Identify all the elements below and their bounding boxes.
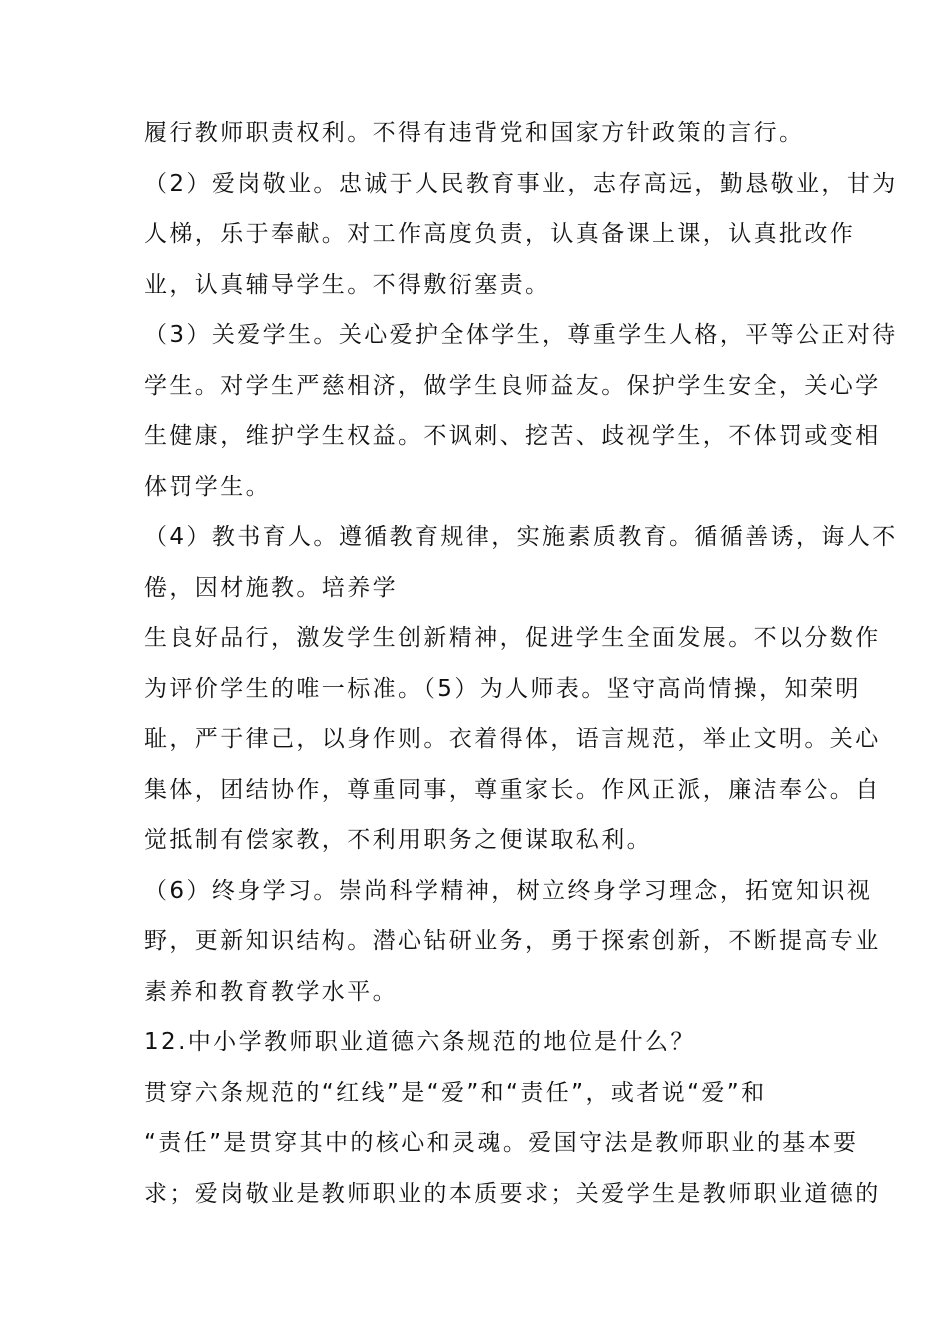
text-line: 觉抵制有偿家教，不利用职务之便谋取私利。 xyxy=(144,827,652,853)
text-line: 学生。对学生严慈相济，做学生良师益友。保护学生安全，关心学 xyxy=(144,372,881,399)
text-line: 集体，团结协作，尊重同事，尊重家长。作风正派，廉洁奉公。自 xyxy=(144,776,881,803)
text-line: 体罚学生。 xyxy=(144,473,271,500)
text-line: 履行教师职责权利。不得有违背党和国家方针政策的言行。 xyxy=(144,120,805,146)
text-line: （4）教书育人。遵循教育规律，实施素质教育。循循善诱，诲人不 xyxy=(144,524,898,550)
text-line: （6）终身学习。崇尚科学精神，树立终身学习理念，拓宽知识视 xyxy=(144,877,873,904)
text-line: 生良好品行，激发学生创新精神，促进学生全面发展。不以分数作 xyxy=(144,625,881,651)
text-line: 贯穿六条规范的“红线”是“爱”和“责任”，或者说“爱”和 xyxy=(144,1079,767,1106)
text-line: 素养和教育教学水平。 xyxy=(144,978,398,1005)
text-line: 野，更新知识结构。潜心钻研业务，勇于探索创新，不断提高专业 xyxy=(144,928,881,954)
question-heading: 12.中小学教师职业道德六条规范的地位是什么？ xyxy=(144,1029,696,1055)
body-text xyxy=(144,108,898,1219)
text-line: 耻，严于律己，以身作则。衣着得体，语言规范，举止文明。关心 xyxy=(144,726,881,752)
text-line: 为评价学生的唯一标准。（5）为人师表。坚守高尚情操，知荣明 xyxy=(144,675,861,702)
text-line: （3）关爱学生。关心爱护全体学生，尊重学生人格，平等公正对待 xyxy=(144,322,898,348)
text-line: 业，认真辅导学生。不得敷衍塞责。 xyxy=(144,271,551,298)
text-line: 人梯，乐于奉献。对工作高度负责，认真备课上课，认真批改作 xyxy=(144,221,856,247)
text-line: “责任”是贯穿其中的核心和灵魂。爱国守法是教师职业的基本要 xyxy=(144,1130,859,1156)
text-line: 生健康，维护学生权益。不讽刺、挖苦、歧视学生，不体罚或变相 xyxy=(144,423,881,449)
text-line: （2）爱岗敬业。忠诚于人民教育事业，志存高远，勤恳敬业，甘为 xyxy=(144,170,898,197)
text-line: 求；爱岗敬业是教师职业的本质要求；关爱学生是教师职业道德的 xyxy=(144,1180,881,1207)
text-line: 倦，因材施教。培养学 xyxy=(144,574,398,601)
